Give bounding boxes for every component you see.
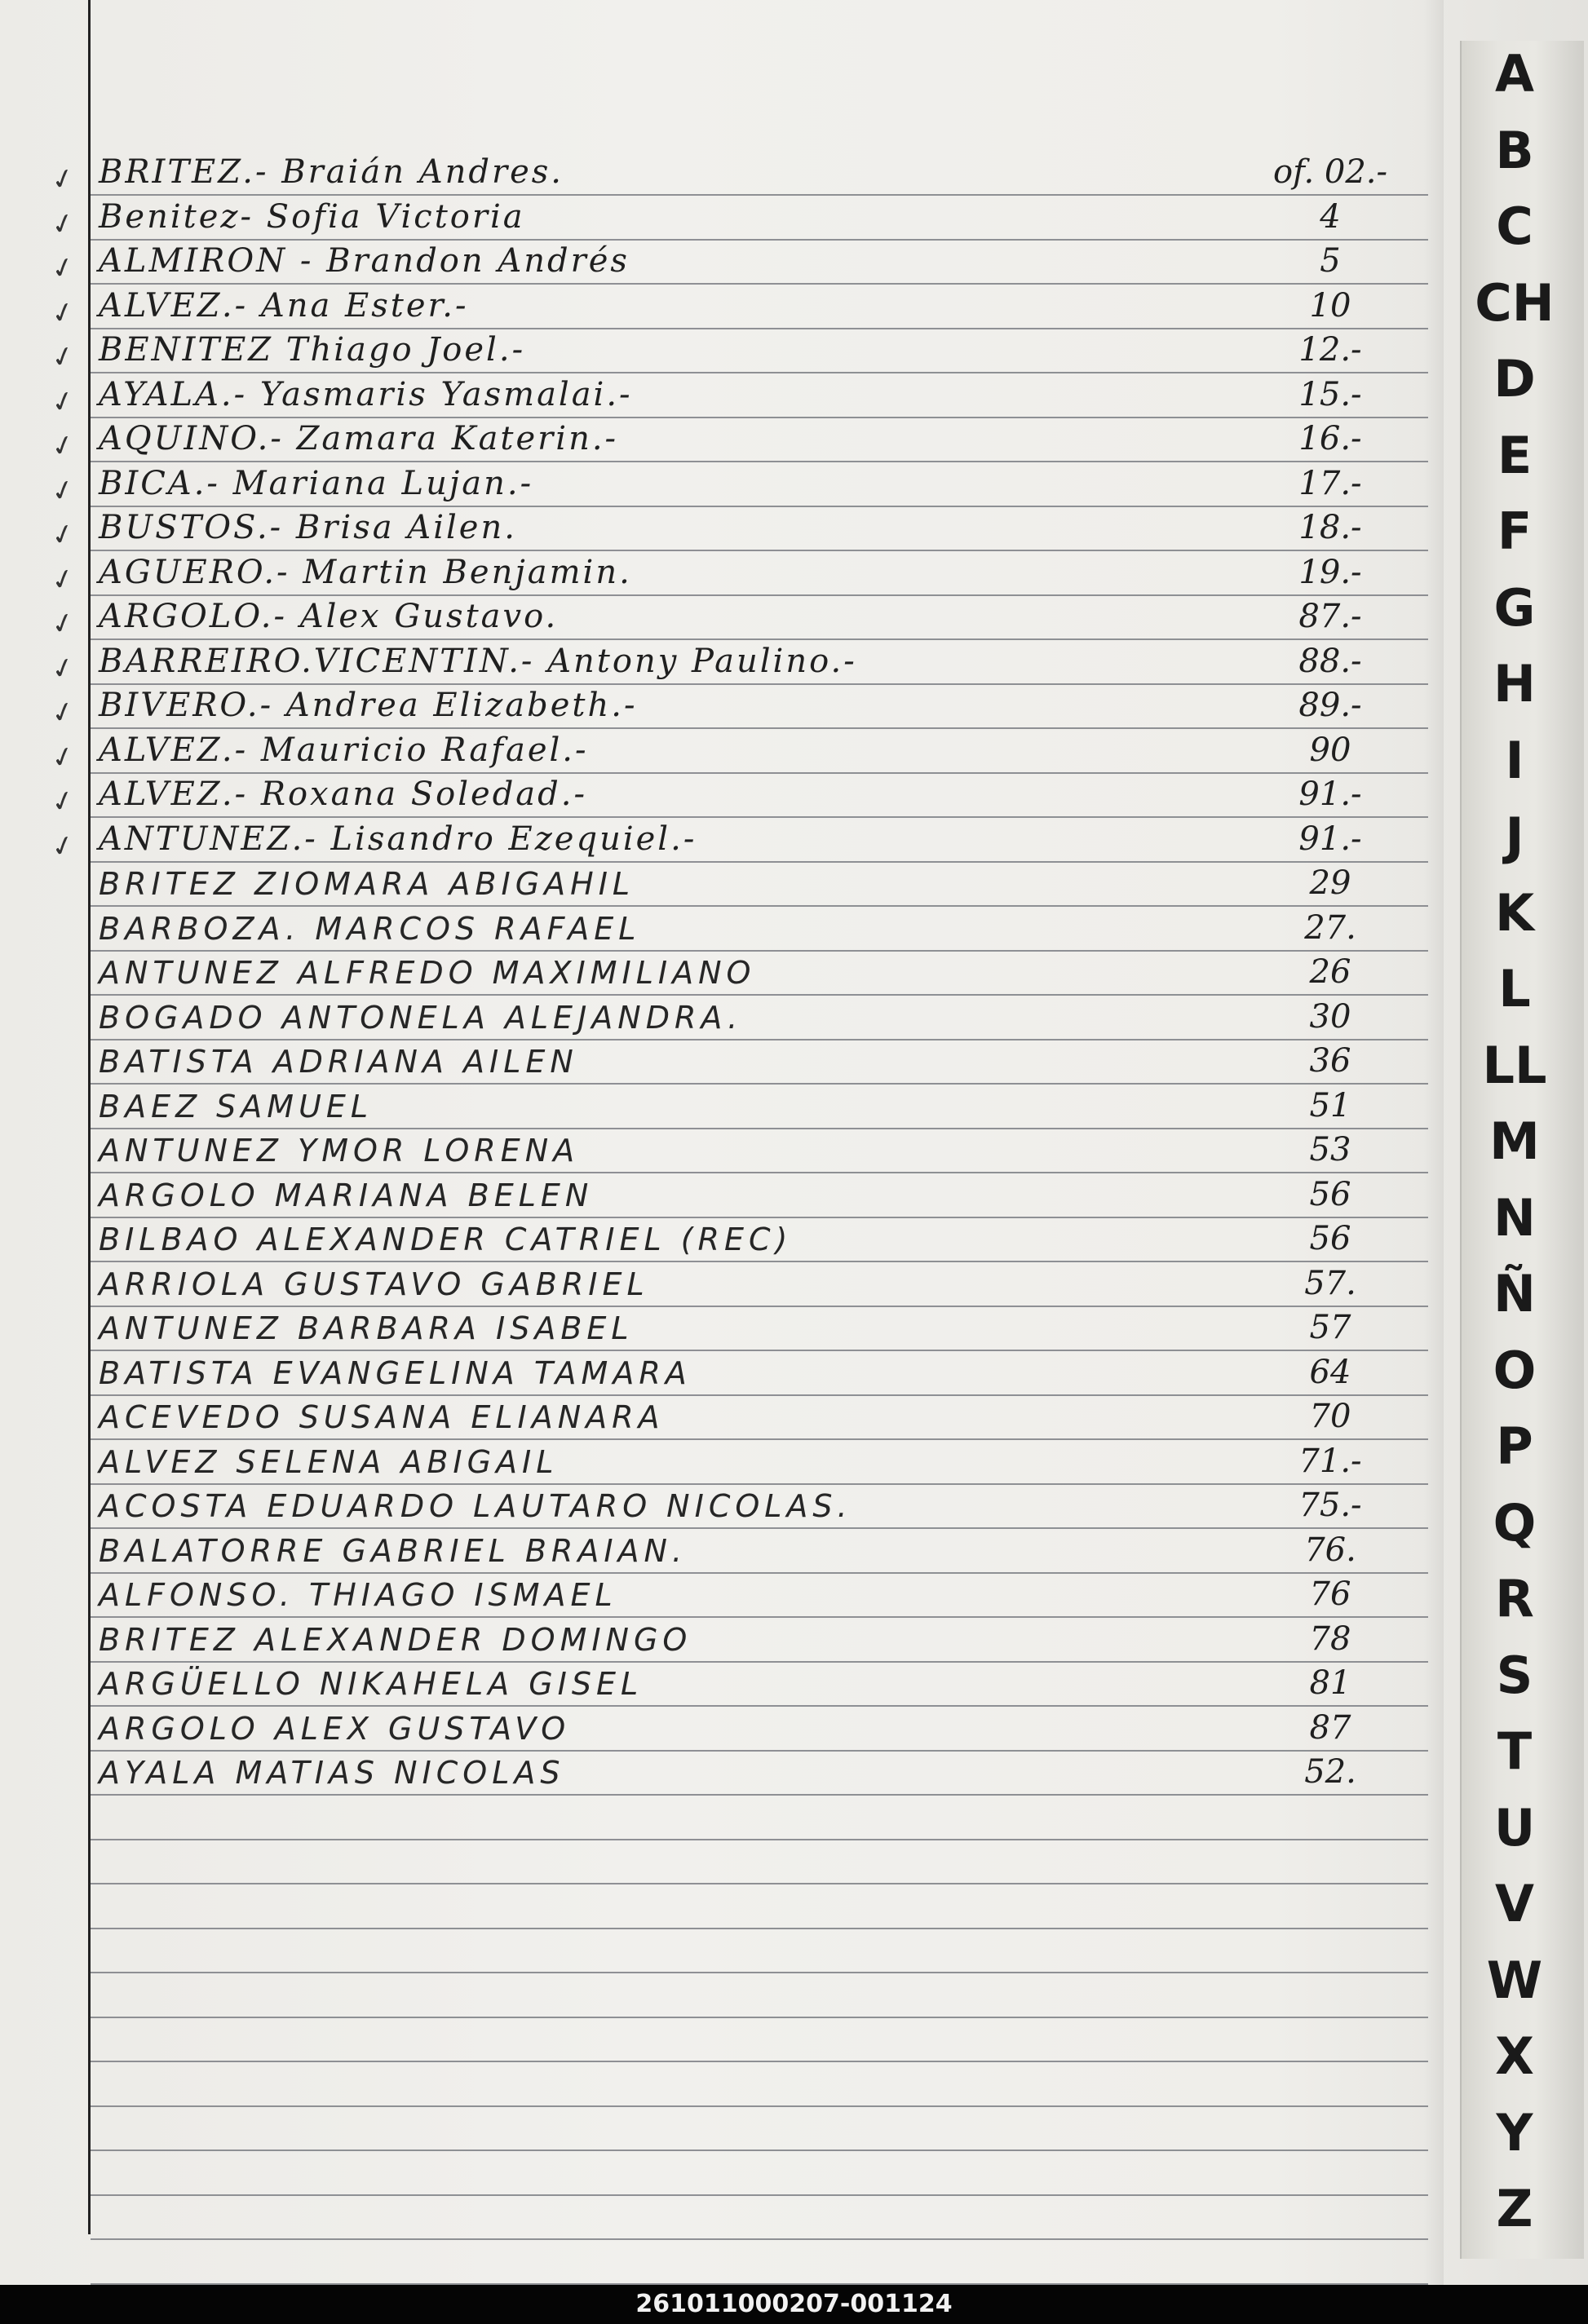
ruled-line	[91, 2149, 1428, 2151]
index-tab-letter[interactable]: X	[1495, 2026, 1534, 2086]
checkmark-icon: ✓	[47, 782, 79, 821]
checkmark-icon: ✓	[47, 649, 79, 687]
ledger-entry	[47, 772, 1428, 821]
entry-name: AQUINO.- Zamara Katerin.-	[99, 420, 619, 457]
document-id: 261011000207-001124	[635, 2290, 953, 2318]
ledger-entry	[91, 1439, 1428, 1483]
entry-number: 36	[1309, 1042, 1351, 1080]
entry-name: BIVERO.- Andrea Elizabeth.-	[99, 687, 638, 724]
entry-name: ALVEZ.- Ana Ester.-	[99, 286, 469, 325]
entry-name: BARREIRO.VICENTIN.- Antony Paulino.-	[99, 642, 857, 680]
entry-number: 4	[1320, 197, 1341, 236]
entry-number: 17.-	[1298, 464, 1362, 502]
checkmark-icon: ✓	[47, 160, 79, 199]
ruled-line	[91, 1928, 1428, 1929]
ledger-entry	[91, 1084, 1428, 1128]
entry-name: BARBOZA. MARCOS RAFAEL	[99, 910, 641, 947]
entry-name: AYALA MATIAS NICOLAS	[99, 1755, 565, 1791]
ledger-entry	[91, 1306, 1428, 1350]
entry-number: 52.	[1304, 1753, 1356, 1791]
entry-name: BRITEZ.- Braián Andres.	[99, 153, 564, 191]
entry-name: ARGOLO ALEX GUSTAVO	[99, 1710, 571, 1747]
entry-number: 57	[1309, 1309, 1351, 1346]
entry-number: 87.-	[1298, 598, 1362, 635]
ledger-entry	[91, 1350, 1428, 1394]
checkmark-icon: ✓	[47, 738, 79, 776]
entry-name: BRITEZ ZIOMARA ABIGAHIL	[99, 866, 635, 902]
entry-number: 51	[1309, 1086, 1351, 1124]
ruled-line	[91, 1839, 1428, 1840]
footer-bar	[0, 2285, 1588, 2324]
ledger-entry	[91, 1617, 1428, 1661]
index-tab-letter[interactable]: W	[1486, 1950, 1543, 2010]
index-tab-letter[interactable]: I	[1505, 730, 1524, 790]
entry-number: 88.-	[1298, 642, 1362, 680]
ledger-entry	[47, 284, 1428, 332]
index-tab-letter[interactable]: C	[1496, 197, 1533, 256]
entry-name: BATISTA ADRIANA AILEN	[99, 1044, 578, 1080]
ruled-line	[91, 1794, 1428, 1796]
index-tab-letter[interactable]: J	[1505, 806, 1524, 866]
checkmark-icon: ✓	[47, 604, 79, 643]
checkmark-icon: ✓	[47, 249, 79, 288]
index-tab-letter[interactable]: P	[1496, 1416, 1533, 1476]
entry-name: ALVEZ.- Roxana Soledad.-	[99, 775, 587, 813]
ledger-entry	[47, 639, 1428, 687]
ledger-entry	[91, 950, 1428, 994]
entry-name: BOGADO ANTONELA ALEJANDRA.	[99, 999, 743, 1036]
ledger-entry	[91, 1572, 1428, 1616]
ledger-entry	[91, 1261, 1428, 1306]
entry-name: ALFONSO. THIAGO ISMAEL	[99, 1577, 617, 1613]
index-tab-letter[interactable]: A	[1495, 44, 1534, 104]
ledger-entry	[47, 328, 1428, 377]
ledger-entry	[91, 906, 1428, 950]
ruled-area	[47, 0, 1428, 2234]
index-tab-letter[interactable]: G	[1493, 577, 1536, 638]
checkmark-icon: ✓	[47, 515, 79, 554]
ruled-line	[91, 2017, 1428, 2018]
ledger-entry	[47, 239, 1428, 288]
index-tab-letter[interactable]: D	[1493, 349, 1536, 409]
checkmark-icon: ✓	[47, 471, 79, 510]
entry-number: 27.	[1304, 908, 1356, 947]
ruled-line	[91, 1972, 1428, 1973]
entry-number: 56	[1309, 1220, 1351, 1257]
ledger-entry	[47, 594, 1428, 643]
entry-name: ARGOLO.- Alex Gustavo.	[99, 598, 559, 635]
entry-number: 15.-	[1298, 375, 1362, 413]
entry-name: BUSTOS.- Brisa Ailen.	[99, 509, 517, 546]
ledger-entry	[47, 417, 1428, 466]
index-tab-letter[interactable]: N	[1493, 1187, 1536, 1248]
index-tab-letter[interactable]: K	[1494, 882, 1535, 943]
ledger-entry	[47, 728, 1428, 776]
entry-number: 57.	[1304, 1264, 1356, 1302]
entry-name: ACEVEDO SUSANA ELIANARA	[99, 1399, 665, 1435]
ledger-entry	[47, 195, 1428, 243]
entry-name: ARGOLO MARIANA BELEN	[99, 1177, 594, 1213]
entry-number: 76.	[1304, 1531, 1356, 1569]
entry-number: 75.-	[1298, 1487, 1362, 1524]
index-tab-letter[interactable]: S	[1496, 1645, 1533, 1705]
ledger-entry	[91, 1706, 1428, 1750]
ledger-entry	[91, 1483, 1428, 1527]
ledger-entry	[47, 373, 1428, 421]
entry-number: 26	[1309, 953, 1351, 991]
index-tab-letter[interactable]: Ñ	[1493, 1264, 1536, 1323]
entry-number: 18.-	[1298, 509, 1362, 546]
ledger-entry	[91, 861, 1428, 905]
ledger-entry	[91, 995, 1428, 1039]
index-tab-letter[interactable]: L	[1498, 959, 1531, 1018]
entry-number: 29	[1309, 864, 1351, 902]
index-tab-letter[interactable]: M	[1489, 1111, 1540, 1171]
ledger-entry	[47, 550, 1428, 599]
index-tab-letter[interactable]: H	[1493, 654, 1536, 714]
entry-number: 30	[1309, 997, 1351, 1036]
index-tab-letter[interactable]: Q	[1493, 1492, 1537, 1553]
entry-name: ALVEZ SELENA ABIGAIL	[99, 1443, 559, 1480]
checkmark-icon: ✓	[47, 693, 79, 732]
entry-number: 53	[1309, 1131, 1351, 1169]
ledger-entry	[47, 506, 1428, 554]
ledger-entry	[47, 150, 1428, 199]
checkmark-icon: ✓	[47, 382, 79, 421]
ruled-line	[91, 2194, 1428, 2196]
entry-name: AYALA.- Yasmaris Yasmalai.-	[99, 375, 633, 413]
entry-number: 70	[1309, 1398, 1351, 1435]
ledger-entry	[91, 1039, 1428, 1083]
entry-number: 56	[1309, 1175, 1351, 1213]
ledger-entry	[91, 1173, 1428, 1217]
entry-number: 71.-	[1298, 1442, 1362, 1480]
index-tab-letter[interactable]: R	[1495, 1569, 1534, 1628]
index-tab-letter[interactable]: LL	[1482, 1035, 1547, 1095]
index-tab-letter[interactable]: U	[1493, 1797, 1536, 1858]
ledger-entry	[91, 1528, 1428, 1572]
alphabet-index-tabs	[1460, 41, 1584, 2259]
entry-number: 10	[1309, 286, 1351, 325]
ledger-entry	[47, 683, 1428, 732]
entry-number: 64	[1309, 1353, 1351, 1391]
ruled-line	[91, 1883, 1428, 1884]
ledger-entry	[91, 1217, 1428, 1261]
entry-name: BILBAO ALEXANDER CATRIEL (REC)	[99, 1222, 793, 1257]
ruled-line	[91, 2238, 1428, 2240]
entry-number: 12.-	[1298, 331, 1362, 369]
index-tab-letter[interactable]: T	[1497, 1721, 1533, 1781]
entry-number: 76	[1309, 1575, 1351, 1613]
entry-number: 87	[1309, 1708, 1351, 1747]
entry-name: ANTUNEZ ALFREDO MAXIMILIANO	[99, 955, 756, 991]
entry-name: BRITEZ ALEXANDER DOMINGO	[99, 1621, 692, 1658]
entry-name: ANTUNEZ YMOR LORENA	[99, 1133, 580, 1169]
ruled-line	[91, 2061, 1428, 2062]
ledger-entry	[91, 1394, 1428, 1438]
entry-number: 89.-	[1298, 687, 1362, 724]
checkmark-icon: ✓	[47, 205, 79, 243]
entry-number: 91.-	[1298, 820, 1362, 858]
checkmark-icon: ✓	[47, 827, 79, 865]
entry-name: AGUERO.- Martin Benjamin.	[99, 553, 632, 591]
entry-number: of. 02.-	[1272, 153, 1388, 191]
ledger-entry	[47, 817, 1428, 865]
entry-name: ANTUNEZ.- Lisandro Ezequiel.-	[99, 820, 697, 858]
entry-number: 91.-	[1298, 775, 1362, 813]
checkmark-icon: ✓	[47, 294, 79, 332]
ledger-entry	[91, 1750, 1428, 1794]
index-tab-letter[interactable]: Z	[1496, 2179, 1533, 2238]
ledger-entry	[91, 1661, 1428, 1705]
entry-name: ALVEZ.- Mauricio Rafael.-	[99, 731, 589, 769]
checkmark-icon: ✓	[47, 338, 79, 377]
entry-number: 5	[1320, 242, 1341, 280]
index-tab-letter[interactable]: Y	[1496, 2102, 1533, 2163]
index-tab-letter[interactable]: O	[1493, 1340, 1537, 1400]
ledger-entry	[47, 462, 1428, 510]
entry-number: 90	[1309, 731, 1351, 769]
entry-number: 19.-	[1298, 553, 1362, 591]
entry-name: ARGÜELLO NIKAHELA GISEL	[99, 1666, 644, 1702]
checkmark-icon: ✓	[47, 560, 79, 599]
index-tab-letter[interactable]: B	[1495, 120, 1534, 180]
index-tab-letter[interactable]: V	[1495, 1874, 1534, 1933]
entry-number: 78	[1309, 1619, 1351, 1658]
index-tab-letter[interactable]: E	[1497, 425, 1533, 485]
entry-name: ANTUNEZ BARBARA ISABEL	[99, 1310, 634, 1346]
entry-name: BAEZ SAMUEL	[99, 1088, 374, 1124]
index-tab-letter[interactable]: F	[1497, 501, 1533, 561]
entry-name: BENITEZ Thiago Joel.-	[99, 331, 526, 369]
index-tab-letter[interactable]: CH	[1475, 272, 1555, 333]
entry-number: 16.-	[1298, 420, 1362, 457]
entry-number: 81	[1309, 1664, 1351, 1702]
entry-name: ARRIOLA GUSTAVO GABRIEL	[99, 1266, 649, 1302]
entry-name: ACOSTA EDUARDO LAUTARO NICOLAS.	[99, 1488, 852, 1524]
entry-name: Benitez- Sofia Victoria	[99, 197, 525, 236]
entry-name: BICA.- Mariana Lujan.-	[99, 464, 534, 502]
entry-name: ALMIRON - Brandon Andrés	[99, 242, 630, 280]
entry-name: BATISTA EVANGELINA TAMARA	[99, 1354, 692, 1391]
ruled-line	[91, 2105, 1428, 2107]
checkmark-icon: ✓	[47, 426, 79, 466]
ledger-entry	[91, 1128, 1428, 1172]
entry-name: BALATORRE GABRIEL BRAIAN.	[99, 1532, 688, 1569]
